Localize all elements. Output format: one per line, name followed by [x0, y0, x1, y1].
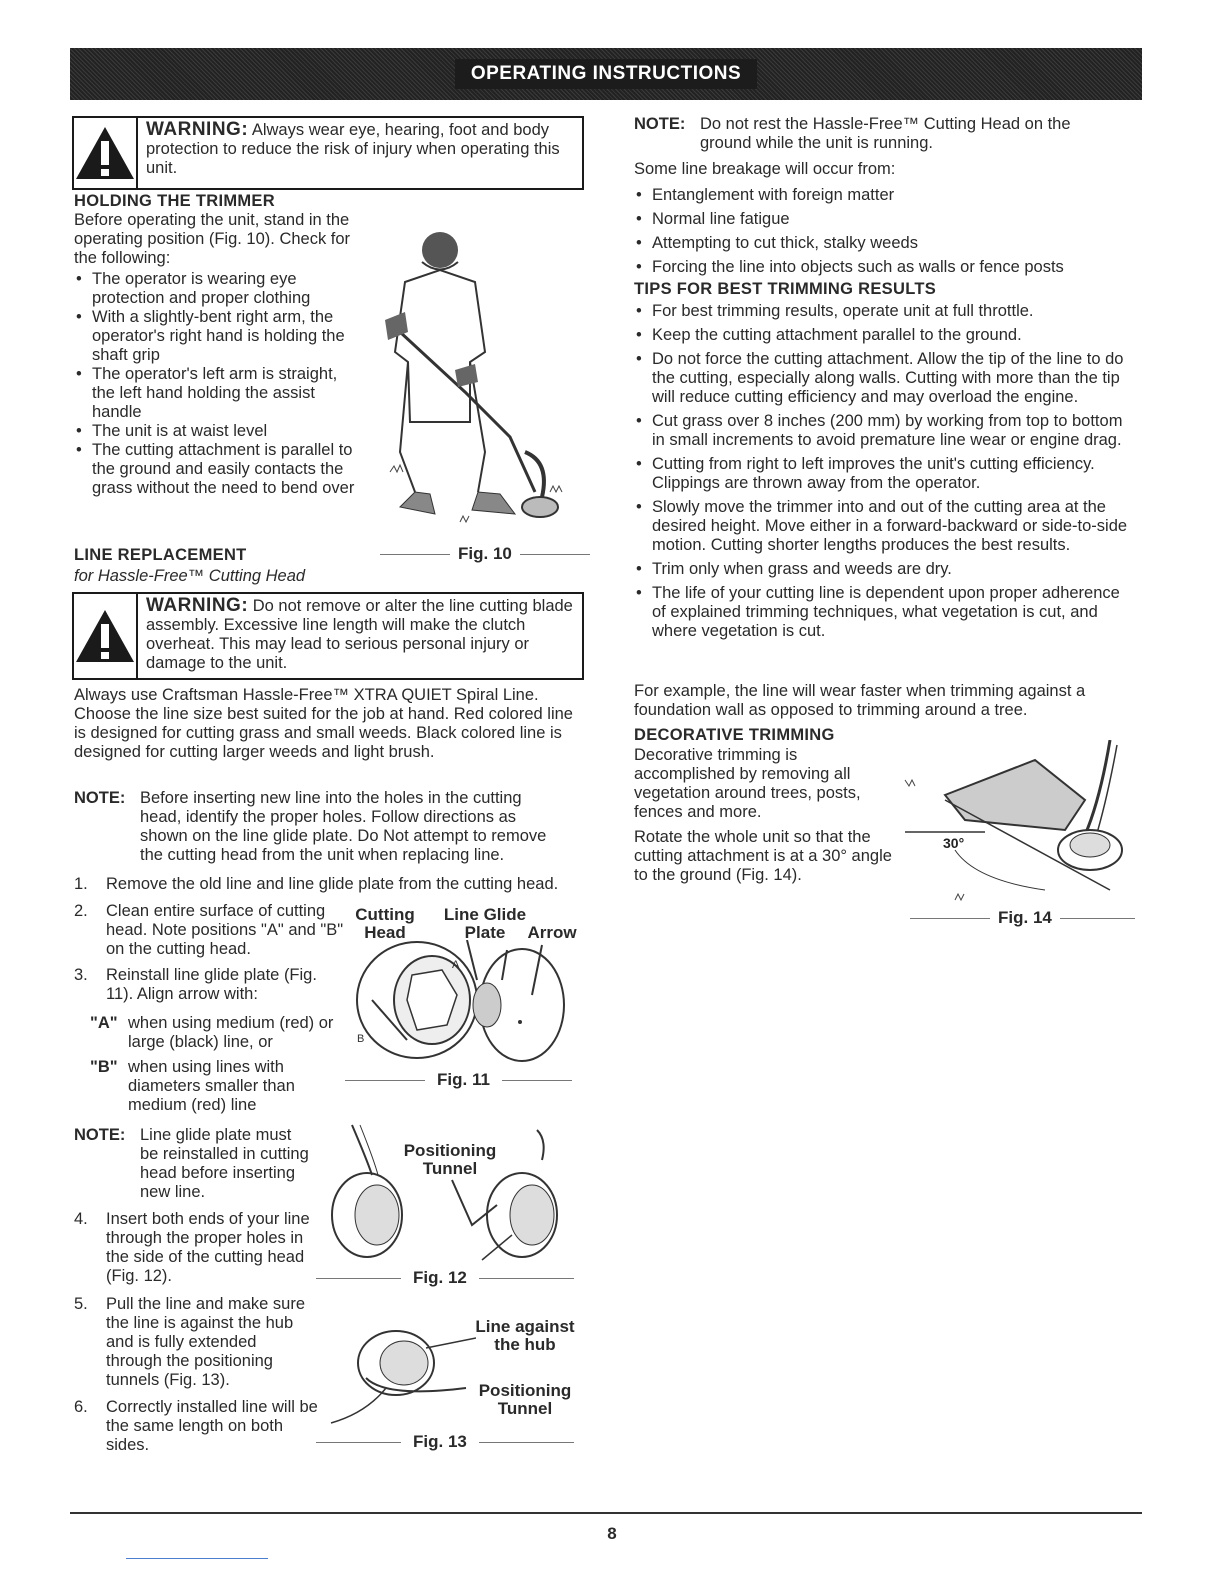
fig11-label-cutting-head: Cutting Head — [355, 905, 415, 942]
decorative-paragraph-1: Decorative trimming is accomplished by removing all vegetation around trees, posts, fences and more. — [634, 746, 861, 821]
fig13-line-against-hub-illustration — [326, 1318, 476, 1428]
list-item: • The cutting attachment is parallel to the ground and easily contacts the grass without the need to bend over — [74, 441, 377, 498]
fig12-line-insertion-illustration — [322, 1120, 582, 1270]
list-item: • The operator is wearing eye protection and proper clothing — [74, 270, 352, 308]
fig10-caption: Fig. 10 — [458, 544, 512, 563]
fig11-label-arrow: Arrow — [527, 923, 577, 942]
fig13-label-line-against-hub: Line against the hub — [475, 1317, 575, 1354]
decorative-paragraph-2: Rotate the whole unit so that the cutting attachment is at a 30° angle to the ground (Fig. 14). — [634, 828, 892, 884]
step-2: 2. Clean entire surface of cutting head. Note positions "A" and "B" on the cutting head. — [74, 902, 344, 958]
warning-text: WARNING: Always wear eye, hearing, foot and body protection to reduce the risk of injury when operating this unit. — [146, 119, 560, 177]
page-header-title: OPERATING INSTRUCTIONS — [455, 59, 757, 89]
fig13-caption-row — [316, 1432, 574, 1452]
fig11-label-a: A — [452, 959, 460, 971]
fig10-caption-row — [380, 544, 590, 564]
list-item: • Normal line fatigue — [634, 207, 1134, 231]
holding-section — [74, 192, 384, 498]
list-item: • For best trimming results, operate unit at full throttle. — [634, 302, 1134, 321]
fig12-caption-row — [316, 1268, 574, 1288]
line-replacement-subheading: for Hassle-Free™ Cutting Head — [74, 567, 306, 585]
warning-box-protection — [72, 116, 584, 190]
footer-rule — [70, 1512, 1142, 1514]
fig11-label-b: B — [357, 1033, 365, 1045]
note-do-not-rest: NOTE: Do not rest the Hassle-Free™ Cutting Head on the ground while the unit is running. — [634, 115, 1071, 152]
warning-triangle-icon — [74, 118, 138, 188]
fig13-caption: Fig. 13 — [413, 1432, 467, 1451]
warning-text: WARNING: Do not remove or alter the line cutting blade assembly. Excessive line length will make the clutch overheat. This may lead to serious personal injury or damage to the unit. — [146, 595, 573, 672]
list-item: • The life of your cutting line is dependent upon proper adherence of explained trimming techniques, what vegetation is cut, and where vegetation is cut. — [634, 584, 1134, 641]
page-header-banner — [70, 48, 1142, 100]
list-item: • Attempting to cut thick, stalky weeds — [634, 231, 1134, 255]
list-item: • Slowly move the trimmer into and out of the cutting area at the desired height. Move either in a forward-backward or side-to-side motion. Cutting shorter lengths produces the best results. — [634, 498, 1134, 555]
holding-intro: Before operating the unit, stand in the operating position (Fig. 10). Check for the following: — [74, 211, 351, 267]
step-6: 6. Correctly installed line will be the same length on both sides. — [74, 1398, 318, 1454]
list-item: • Forcing the line into objects such as walls or fence posts — [634, 255, 1134, 279]
fig14-caption-row — [910, 908, 1135, 928]
warning-box-blade — [72, 592, 584, 680]
note-before-inserting: NOTE: Before inserting new line into the holes in the cutting head, identify the proper holes. Follow directions as shown on the line glide plate. Do Not attempt to remove the cutting head from the unit when replacing line. — [74, 789, 547, 864]
fig14-angle-label: 30° — [943, 835, 965, 851]
breakage-intro: Some line breakage will occur from: — [634, 160, 896, 178]
holding-heading: HOLDING THE TRIMMER — [74, 192, 275, 210]
fig11-caption: Fig. 11 — [437, 1070, 490, 1089]
fig14-caption: Fig. 14 — [998, 908, 1052, 927]
option-a: "A" when using medium (red) or large (black) line, or — [90, 1014, 334, 1051]
step-4: 4. Insert both ends of your line through the proper holes in the side of the cutting head (Fig. 12). — [74, 1210, 310, 1285]
breakage-list — [634, 183, 1134, 279]
decorative-heading: DECORATIVE TRIMMING — [634, 726, 835, 744]
step-5: 5. Pull the line and make sure the line is against the hub and is fully extended through the positioning tunnels (Fig. 13). — [74, 1295, 306, 1389]
step-1: 1. Remove the old line and line glide plate from the cutting head. — [74, 875, 559, 893]
fig13-label-positioning-tunnel: Positioning Tunnel — [478, 1381, 572, 1418]
list-item: • Cut grass over 8 inches (200 mm) by working from top to bottom in small increments to avoid premature line wear or engine drag. — [634, 412, 1134, 450]
line-replacement-paragraph: Always use Craftsman Hassle-Free™ XTRA QUIET Spiral Line. Choose the line size best suited for the job at hand. Red colored line is designed for cutting grass and small weeds. Black colored line is designed for cutting larger weeds and light brush. — [74, 686, 573, 761]
fig12-label-positioning-tunnel: Positioning Tunnel — [403, 1141, 497, 1178]
line-replacement-heading: LINE REPLACEMENT — [74, 546, 247, 564]
list-item: • Cutting from right to left improves the unit's cutting efficiency. Clippings are thrown away from the operator. — [634, 455, 1134, 493]
note-glide-plate: NOTE: Line glide plate must be reinstalled in cutting head before inserting new line. — [74, 1126, 309, 1201]
footer-link-underline — [126, 1558, 268, 1559]
fig12-caption: Fig. 12 — [413, 1268, 467, 1287]
list-item: • The unit is at waist level — [74, 422, 384, 441]
option-b: "B" when using lines with diameters smaller than medium (red) line — [90, 1058, 295, 1114]
list-item: • With a slightly-bent right arm, the operator's right hand is holding the shaft grip — [74, 308, 382, 365]
list-item: • Trim only when grass and weeds are dry. — [634, 560, 1134, 579]
fig14-decorative-trimming-illustration — [895, 740, 1125, 910]
list-item: • Do not force the cutting attachment. Allow the tip of the line to do the cutting, especially along walls. Cutting with more than the tip will reduce cutting efficiency and may overload the engine. — [634, 350, 1134, 407]
fig11-cutting-head-illustration — [352, 940, 567, 1068]
example-paragraph: For example, the line will wear faster when trimming against a foundation wall as opposed to trimming around a tree. — [634, 682, 1086, 719]
list-item: • Keep the cutting attachment parallel to the ground. — [634, 326, 1134, 345]
step-3: 3. Reinstall line glide plate (Fig. 11). Align arrow with: — [74, 966, 317, 1003]
list-item: • The operator's left arm is straight, the left hand holding the assist handle — [74, 365, 362, 422]
fig10-operator-illustration — [360, 222, 585, 542]
tips-heading: TIPS FOR BEST TRIMMING RESULTS — [634, 280, 937, 298]
tips-list — [634, 302, 1134, 641]
page-number: 8 — [607, 1524, 617, 1543]
holding-bullet-list — [74, 270, 384, 498]
list-item: • Entanglement with foreign matter — [634, 183, 1134, 207]
warning-triangle-icon — [74, 594, 138, 678]
fig11-caption-row — [345, 1070, 572, 1090]
fig11-label-line-glide-plate: Line Glide Plate — [443, 905, 527, 942]
